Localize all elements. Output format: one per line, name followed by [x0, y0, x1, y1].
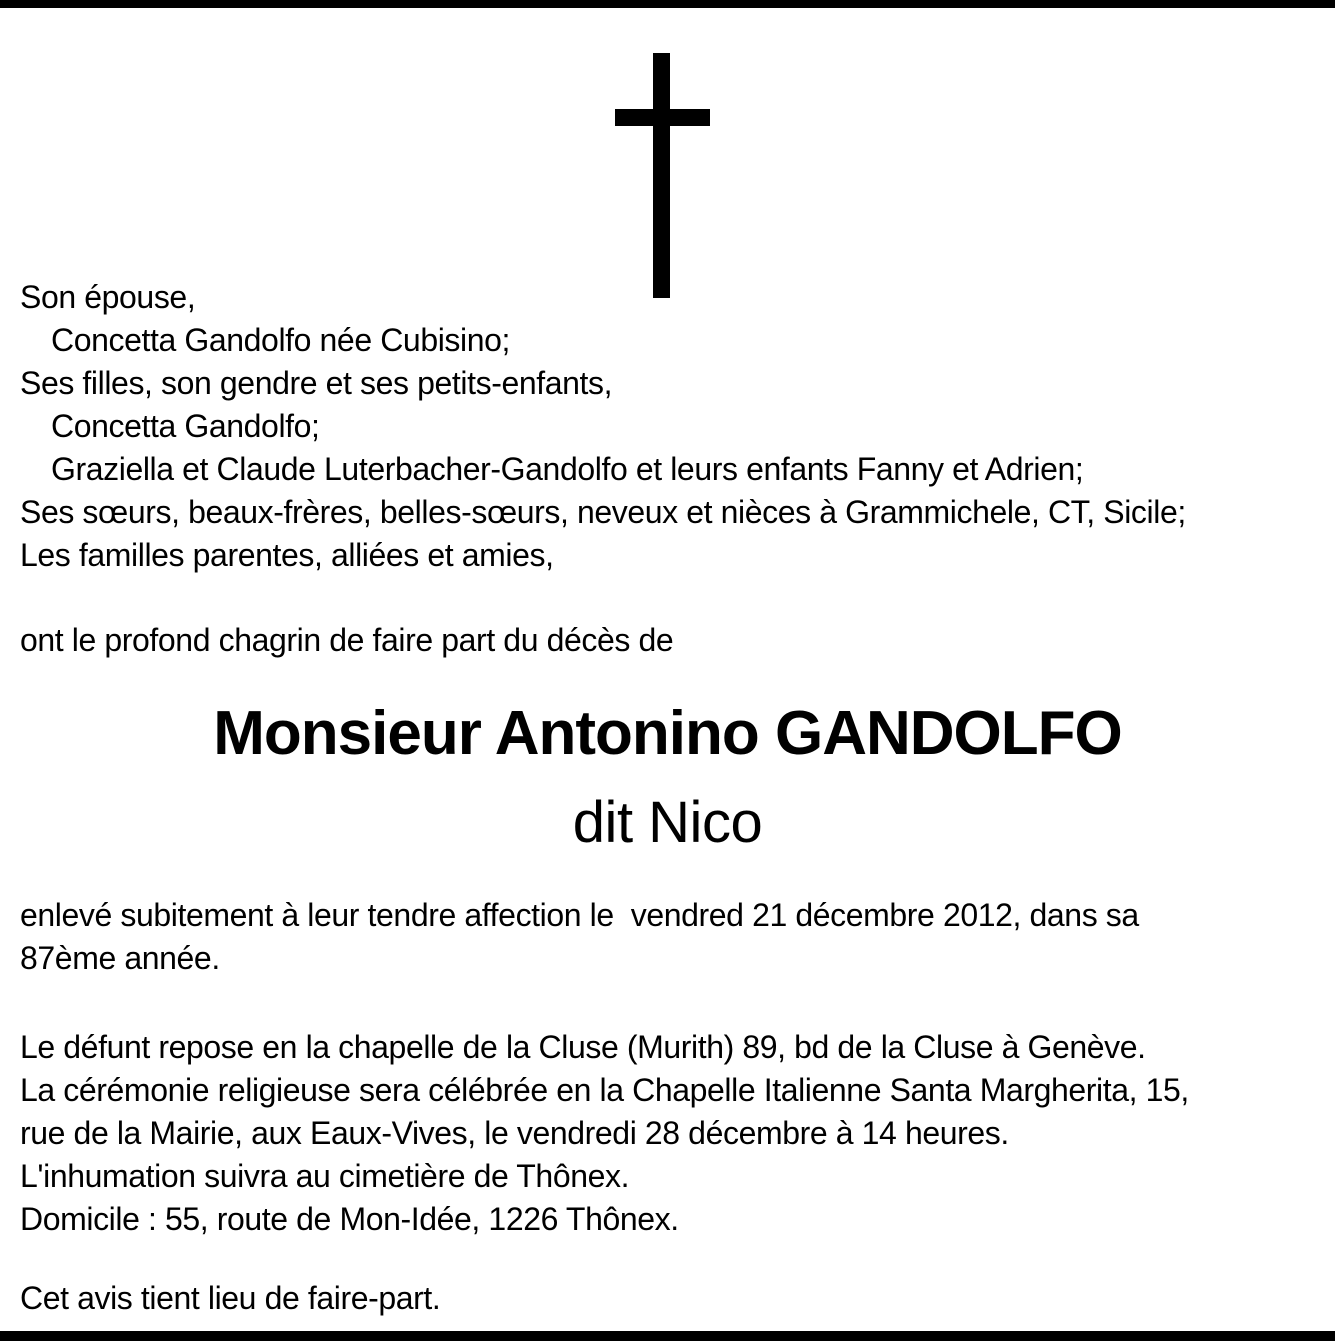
- intro-line: Les familles parentes, alliées et amies,: [20, 537, 554, 573]
- intro-line: Concetta Gandolfo née Cubisino;: [51, 322, 511, 358]
- funeral-arrangements-block: [20, 1026, 1320, 1241]
- closing-line: [20, 1277, 1320, 1320]
- death-detail-line: enlevé subitement à leur tendre affection le vendred 21 décembre 2012, dans sa: [20, 897, 1139, 933]
- intro-line: Son épouse,: [20, 279, 196, 315]
- intro-line: Graziella et Claude Luterbacher-Gandolfo et leurs enfants Fanny et Adrien;: [51, 451, 1084, 487]
- death-detail-line: 87ème année.: [20, 940, 220, 976]
- cross-horizontal-beam: [615, 109, 710, 126]
- deceased-name-title: Monsieur Antonino GANDOLFO: [213, 699, 1122, 768]
- closing-text: Cet avis tient lieu de faire-part.: [20, 1280, 441, 1316]
- arrangement-line: La cérémonie religieuse sera célébrée en la Chapelle Italienne Santa Margherita, 15,: [20, 1072, 1189, 1108]
- arrangement-line: L'inhumation suivra au cimetière de Thônex.: [20, 1158, 630, 1194]
- arrangement-line: Domicile : 55, route de Mon-Idée, 1226 Thônex.: [20, 1201, 679, 1237]
- family-intro-block: [20, 276, 1320, 577]
- deceased-nickname: dit Nico: [572, 790, 763, 855]
- death-detail-block: [20, 894, 1320, 980]
- intro-line: Concetta Gandolfo;: [51, 408, 320, 444]
- arrangement-line: rue de la Mairie, aux Eaux-Vives, le vendredi 28 décembre à 14 heures.: [20, 1115, 1009, 1151]
- announcement-line: [20, 619, 1320, 662]
- cross-vertical-beam: [653, 53, 670, 298]
- arrangement-line: Le défunt repose en la chapelle de la Cluse (Murith) 89, bd de la Cluse à Genève.: [20, 1029, 1146, 1065]
- intro-line: Ses sœurs, beaux-frères, belles-sœurs, neveux et nièces à Grammichele, CT, Sicile;: [20, 494, 1186, 530]
- intro-line: Ses filles, son gendre et ses petits-enfants,: [20, 365, 613, 401]
- announcement-text: ont le profond chagrin de faire part du décès de: [20, 622, 674, 658]
- bottom-border-bar: [0, 1331, 1335, 1341]
- top-border-bar: [0, 0, 1335, 8]
